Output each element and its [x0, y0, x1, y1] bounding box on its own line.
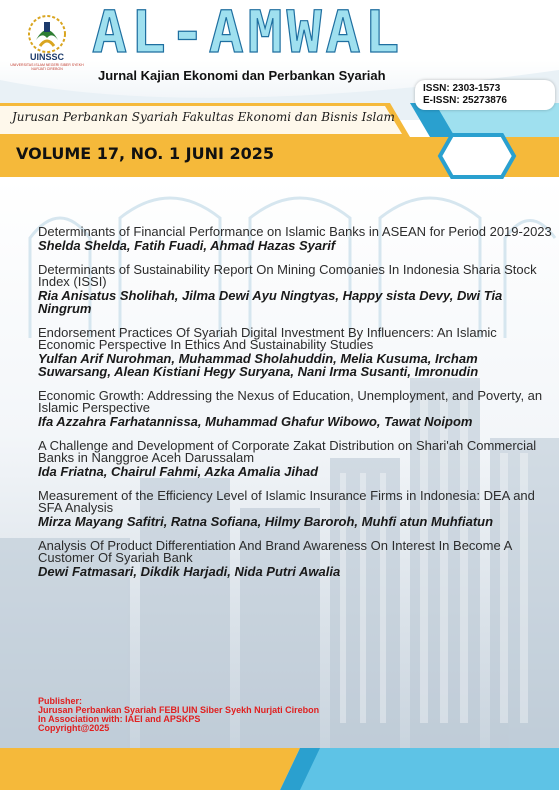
logo-subtitle: UNIVERSITAS ISLAM NEGERI SIBER SYEKH NURJATI CIREBON: [10, 63, 84, 71]
article-authors: Ria Anisatus Sholihah, Jilma Dewi Ayu Ningtyas, Happy sista Devy, Dwi Tia Ningrum: [38, 287, 503, 316]
article-authors: Yulfan Arif Nurohman, Muhammad Sholahuddin, Melia Kusuma, Ircham Suwarsang, Alean Kistiani Hegy Suryana, Nani Irma Susanti, Imronudin: [38, 350, 479, 379]
journal-title: AL-AMWAL: [92, 0, 404, 66]
publisher-block: [38, 697, 398, 733]
hexagon-icon: [436, 131, 518, 181]
article-title[interactable]: Endorsement Practices Of Syariah Digital Investment By Influencers: An Islamic Economic Perspective In Ethics And Sustainability Studies: [38, 324, 497, 352]
article-item[interactable]: [38, 437, 553, 479]
issn-box: [415, 80, 555, 110]
article-authors: Dewi Fatmasari, Dikdik Harjadi, Nida Putri Awalia: [38, 563, 341, 579]
article-item[interactable]: [38, 324, 553, 379]
university-logo-icon: [18, 8, 76, 88]
publisher-label: Publisher:: [38, 696, 83, 706]
article-title[interactable]: Measurement of the Efficiency Level of Islamic Insurance Firms in Indonesia: DEA and SFA Analysis: [38, 487, 535, 515]
issn: ISSN: 2303-1573: [423, 83, 501, 94]
article-item[interactable]: [38, 537, 553, 579]
logo-name: UINSSC: [29, 52, 64, 62]
publisher-name: Jurusan Perbankan Syariah FEBI UIN Siber Syekh Nurjati Cirebon: [38, 705, 320, 715]
publisher-association: In Association with: IAEI and APSKPS: [38, 714, 201, 724]
article-title[interactable]: A Challenge and Development of Corporate Zakat Distribution on Shari'ah Commercial Banks in Nanggroe Aceh Darussalam: [38, 437, 537, 465]
article-authors: Shelda Shelda, Fatih Fuadi, Ahmad Hazas Syarif: [38, 237, 336, 253]
article-list: [38, 226, 553, 590]
article-title[interactable]: Determinants of Financial Performance on Islamic Banks in ASEAN for Period 2019-2023: [38, 224, 552, 239]
article-authors: Ida Friatna, Chairul Fahmi, Azka Amalia Jihad: [38, 463, 319, 479]
article-title[interactable]: Economic Growth: Addressing the Nexus of Education, Unemployment, and Poverty, an Islamic Perspective: [38, 387, 543, 415]
article-item[interactable]: [38, 226, 553, 252]
volume-label: VOLUME 17, NO. 1 JUNI 2025: [16, 144, 275, 163]
article-item[interactable]: [38, 387, 553, 429]
article-authors: Ifa Azzahra Farhatannissa, Muhammad Ghafur Wibowo, Tawat Noipom: [38, 413, 473, 429]
copyright: Copyright@2025: [38, 723, 110, 733]
article-item[interactable]: [38, 487, 553, 529]
journal-subtitle: Jurnal Kajian Ekonomi dan Perbankan Syariah: [98, 68, 386, 83]
article-title[interactable]: Determinants of Sustainability Report On Mining Comoanies In Indonesia Sharia Stock Index (ISSI): [38, 261, 537, 289]
eissn: E-ISSN: 25273876: [423, 95, 507, 106]
article-item[interactable]: [38, 261, 553, 316]
article-authors: Mirza Mayang Safitri, Ratna Sofiana, Hilmy Baroroh, Muhfi atun Muhfiatun: [38, 513, 494, 529]
article-title[interactable]: Analysis Of Product Differentiation And Brand Awareness On Interest In Become A Customer Of Syariah Bank: [38, 537, 512, 565]
department-tagline: Jurusan Perbankan Syariah Fakultas Ekonomi dan Bisnis Islam: [12, 110, 395, 124]
bottom-band: [0, 748, 559, 790]
